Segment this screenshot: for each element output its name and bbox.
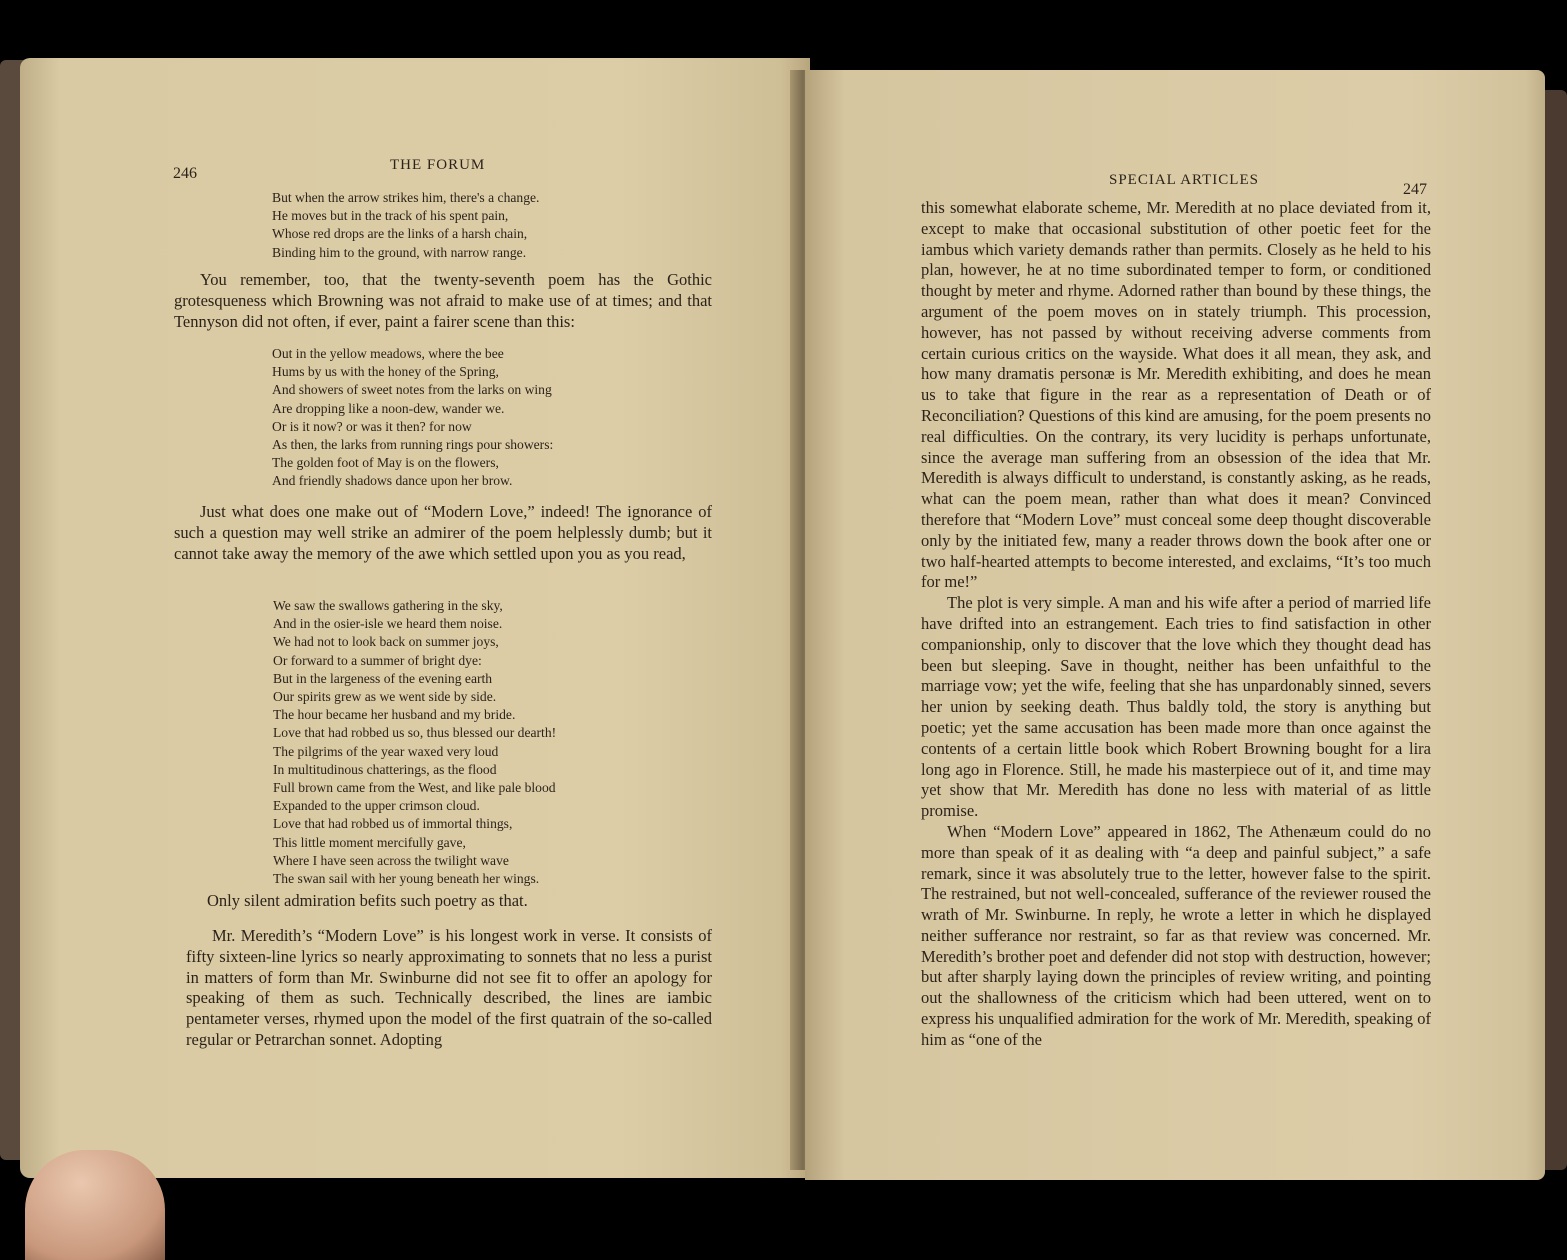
open-book [0,50,1567,1192]
page-number-left: 246 [173,165,197,182]
left-page [20,58,810,1178]
poem-line: And friendly shadows dance upon her brow. [272,473,513,489]
poem-line: Hums by us with the honey of the Spring, [272,364,499,380]
poem-line: We had not to look back on summer joys, [273,634,499,650]
poem-line: The pilgrims of the year waxed very loud [273,743,499,759]
paragraph-text: When “Modern Love” appeared in 1862, The Athenæum could do no more than speak of it as dealing with “a deep and painful subject,” a safe remark, since it was absolutely true to the letter, however false to the spirit. The restrained, but not well-concealed, sufferance of the reviewer roused the wrath of Mr. Swinburne. In reply, he wrote a letter in which he displayed neither sufferance nor restraint, so far as that review was concerned. Mr. Meredith’s brother poet and defender did not stop with destruction, however; but after sharply laying down the principles of review writing, and pointing out the shallowness of the criticism which had been uttered, went on to express his unqualified admiration for the work of Mr. Meredith, speaking of him as “one of the [921,821,1431,1049]
running-head-left: THE FORUM [390,157,486,173]
poem-line: Expanded to the upper crimson cloud. [273,798,480,814]
running-head-right: SPECIAL ARTICLES [1109,172,1259,188]
poem-line: But in the largeness of the evening earth [273,670,493,686]
poem-line: Or forward to a summer of bright dye: [273,652,482,668]
poem-line: The golden foot of May is on the flowers, [272,455,499,471]
poem-line: Out in the yellow meadows, where the bee [272,346,504,361]
thumb-finger [25,1150,165,1260]
poem-line: Love that had robbed us of immortal things, [273,816,513,832]
paragraph-text: Mr. Meredith’s “Modern Love” is his longest work in verse. It consists of fifty sixteen-line lyrics so nearly approximating to sonnets that no less a purist in matters of form than Mr. Swinburne did not see fit to offer an apology for speaking of them as such. Technically described, the lines are iambic pentameter verses, rhymed upon the model of the first quatrain of the so-called regular or Petrarchan sonnet. Adopting [186,926,712,1049]
paragraph-text: You remember, too, that the twenty-seventh poem has the Gothic grotesqueness which Browning was not afraid to make use of at times; and that Tennyson did not often, if ever, paint a fairer scene than this: [174,270,712,331]
paragraph-1 [174,270,712,332]
poem-line: As then, the larks from running rings pour showers: [272,437,554,453]
poem-stanza-2 [272,345,553,491]
poem-line: Are dropping like a noon-dew, wander we. [272,400,505,416]
poem-line: But when the arrow strikes him, there's a change. [272,190,540,205]
right-page-body [921,198,1431,1051]
poem-line: Or is it now? or was it then? for now [272,418,472,434]
poem-line: The hour became her husband and my bride. [273,707,516,723]
poem-line: And showers of sweet notes from the larks on wing [272,382,552,398]
poem-stanza-1 [272,189,539,262]
poem-line: And in the osier-isle we heard them noise. [273,616,503,632]
paragraph-2 [174,502,712,564]
poem-line: Love that had robbed us so, thus blessed our dearth! [273,725,557,741]
poem-stanza-3 [273,597,556,888]
poem-line: In multitudinous chatterings, as the flood [273,761,497,777]
paragraph-4 [186,926,712,1051]
page-number-right: 247 [1403,181,1427,198]
poem-line: The swan sail with her young beneath her wings. [273,871,540,887]
paragraph-text: Just what does one make out of “Modern Love,” indeed! The ignorance of such a question may well strike an admirer of the poem helplessly dumb; but it cannot take away the memory of the awe which settled upon you as you read, [174,502,712,563]
right-page [805,70,1545,1180]
paragraph-text: The plot is very simple. A man and his wife after a period of married life have drifted into an estrangement. Each tries to find satisfaction in other companionship, only to discover that the love which they thought dead has been but sleeping. Save in thought, neither has been unfaithful to the marriage vow; yet the wife, feeling that she has unpardonably sinned, severs her union by seeking death. Thus baldly told, the story is anything but poetic; yet the same accusation has been made more than once against the contents of a certain little book which Robert Browning bought for a lira long ago in Florence. Still, he made his masterpiece out of it, and time may yet show that Mr. Meredith has done no less with material of as little promise. [921,593,1431,821]
poem-line: He moves but in the track of his spent pain, [272,208,509,224]
paragraph-text: this somewhat elaborate scheme, Mr. Meredith at no place deviated from it, except to make that occasional substitution of other poetic feet for the iambus which variety demands rather than permits. Closely as he held to his plan, however, he at no time subordinated temper to form, or conditioned thought by meter and rhyme. Adorned rather than bound by these things, the argument of the poem moves on in stately triumph. This procession, however, has not passed by without receiving adverse comments from certain curious critics on the wayside. What does it all mean, they ask, and how many dramatis personæ is Mr. Meredith exhibiting, and does he mean us to take that figure in the rear as a representation of Death or of Reconciliation? Questions of this kind are amusing, for the poem presents no real difficulties. On the contrary, its very lucidity is perhaps unfortunate, since the average man suffering from an obsession of the idea that Mr. Meredith is always difficult to understand, is constantly asking, as he reads, what can the poem mean, rather than what does it mean? Convinced therefore that “Modern Love” must conceal some deep thought discoverable only by the initiated few, many a reader throws down the book after one or two half-hearted attempts to become interested, and exclaims, “It’s too much for me!” [921,198,1431,592]
poem-line: Full brown came from the West, and like pale blood [273,780,556,796]
poem-line: Binding him to the ground, with narrow range. [272,244,527,260]
poem-line: This little moment mercifully gave, [273,834,466,850]
poem-line: Where I have seen across the twilight wave [273,852,509,868]
paragraph-3: Only silent admiration befits such poetry as that. [207,891,528,910]
poem-line: We saw the swallows gathering in the sky, [273,598,503,613]
poem-line: Whose red drops are the links of a harsh chain, [272,226,528,242]
poem-line: Our spirits grew as we went side by side. [273,689,497,705]
